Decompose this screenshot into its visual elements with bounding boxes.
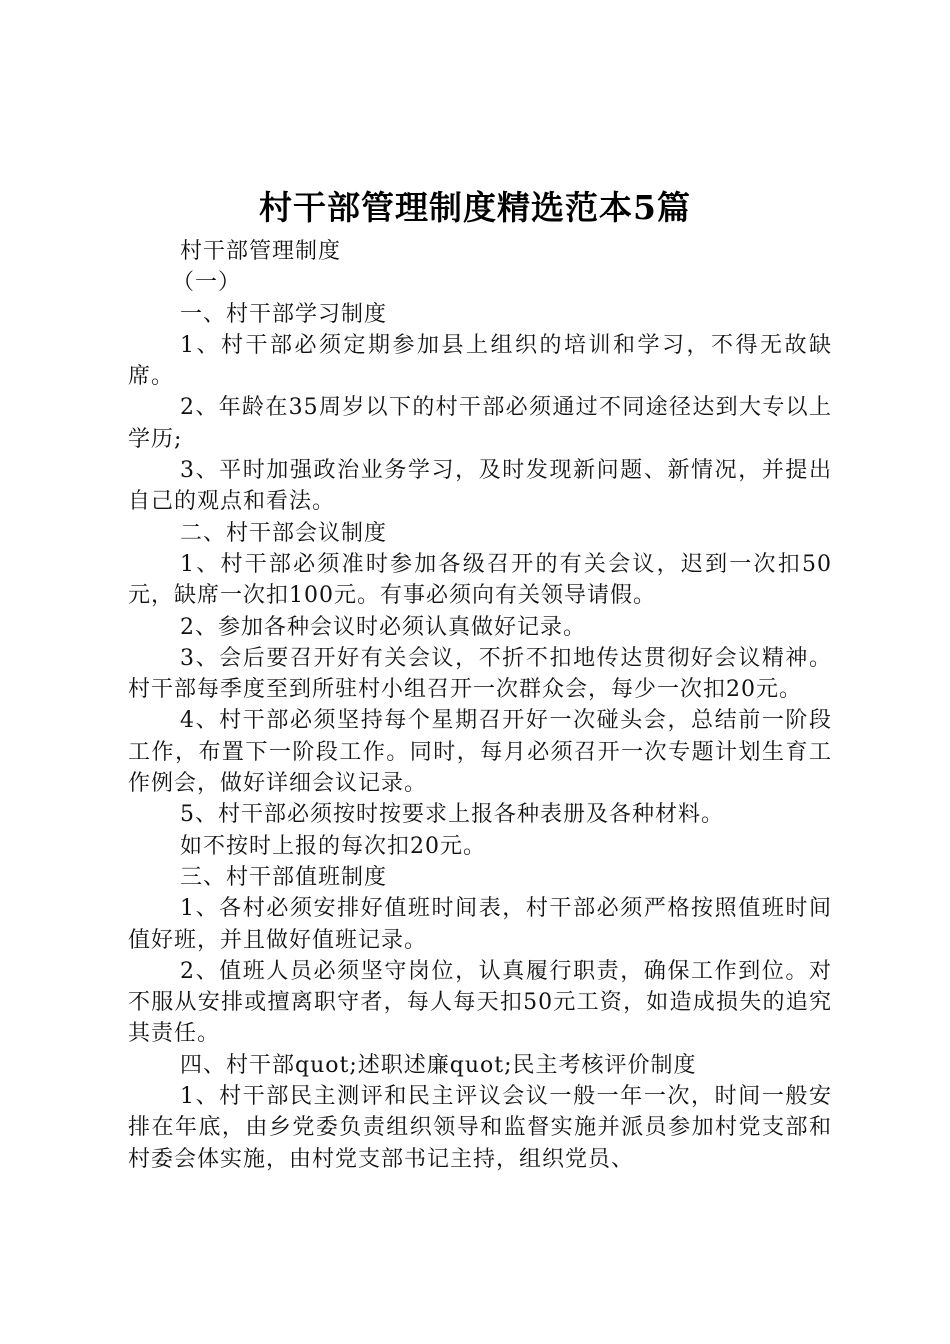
paragraph: 2、参加各种会议时必须认真做好记录。 bbox=[180, 614, 586, 640]
paragraph: 1、村干部必须准时参加各级召开的有关会议，迟到一次扣50元，缺席一次扣100元。有事必须向有关领导请假。 bbox=[128, 551, 832, 609]
subsection-heading: 四、村干部quot;述职述廉quot;民主考核评价制度 bbox=[180, 1052, 697, 1078]
document-title: 村干部管理制度精选范本5篇 bbox=[259, 188, 691, 227]
part-number: （一） bbox=[172, 270, 242, 296]
paragraph: 2、年龄在35周岁以下的村干部必须通过不同途径达到大专以上学历; bbox=[128, 395, 832, 452]
paragraph: 1、各村必须安排好值班时间表，村干部必须严格按照值班时间值好班，并且做好值班记录。 bbox=[128, 896, 832, 953]
paragraph: 2、值班人员必须坚守岗位，认真履行职责，确保工作到位。对不服从安排或擅离职守者，每人每天扣50元工资，如造成损失的追究其责任。 bbox=[128, 958, 832, 1047]
paragraph: 4、村干部必须坚持每个星期召开好一次碰头会，总结前一阶段工作，布置下一阶段工作。同时，每月必须召开一次专题计划生育工作例会，做好详细会议记录。 bbox=[128, 708, 832, 797]
paragraph: 如不按时上报的每次扣20元。 bbox=[180, 833, 486, 859]
subsection-heading: 三、村干部值班制度 bbox=[180, 864, 388, 890]
paragraph: 3、会后要召开好有关会议，不折不扣地传达贯彻好会议精神。村干部每季度至到所驻村小组召开一次群众会，每少一次扣20元。 bbox=[128, 645, 832, 703]
paragraph: 5、村干部必须按时按要求上报各种表册及各种材料。 bbox=[180, 802, 724, 828]
paragraph: 1、村干部民主测评和民主评议会议一般一年一次，时间一般安排在年底，由乡党委负责组织领导和监督实施并派员参加村党支部和村委会体实施，由村党支部书记主持，组织党员、 bbox=[128, 1084, 832, 1172]
document-body bbox=[128, 236, 832, 1175]
section-heading: 村干部管理制度 bbox=[180, 239, 342, 264]
paragraph: 3、平时加强政治业务学习，及时发现新问题、新情况，并提出自己的观点和看法。 bbox=[128, 458, 832, 515]
subsection-heading: 二、村干部会议制度 bbox=[180, 520, 388, 546]
paragraph: 1、村干部必须定期参加县上组织的培训和学习，不得无故缺席。 bbox=[128, 332, 832, 390]
subsection-heading: 一、村干部学习制度 bbox=[180, 301, 388, 327]
